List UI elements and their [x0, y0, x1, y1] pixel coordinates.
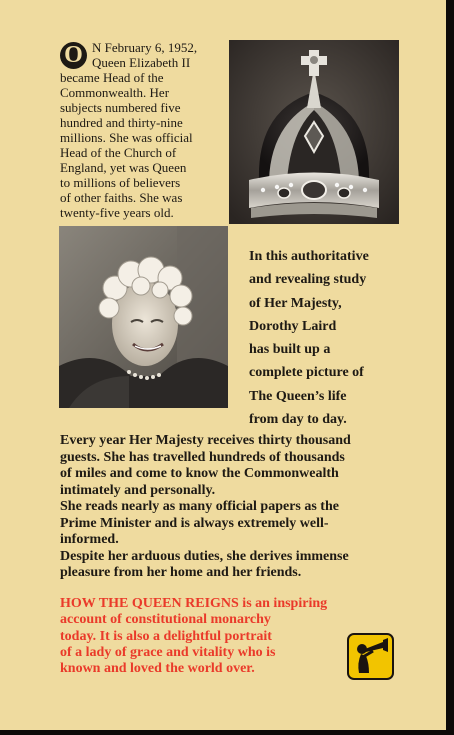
intro-line: of other faiths. She was: [60, 190, 183, 205]
crown-illustration: [229, 40, 399, 224]
study-description: [249, 245, 399, 431]
queen-portrait-photo: [59, 226, 228, 408]
facts-line: She reads nearly as many official papers as the: [60, 499, 339, 514]
facts-paragraph: [60, 433, 405, 582]
study-line: of Her Majesty,: [249, 295, 342, 311]
intro-paragraph: [60, 40, 222, 220]
study-line: complete picture of: [249, 365, 364, 381]
tagline-line: of a lady of grace and vitality who is: [60, 644, 276, 660]
study-line: has built up a: [249, 342, 331, 358]
facts-line: Every year Her Majesty receives thirty thousand: [60, 433, 351, 448]
facts-line: Despite her arduous duties, she derives immense: [60, 548, 349, 564]
intro-line: to millions of believers: [60, 175, 181, 190]
tagline-line: HOW THE QUEEN REIGNS is an inspiring: [60, 596, 328, 611]
study-line: and revealing study: [249, 272, 367, 288]
study-line: The Queen’s life: [249, 388, 347, 404]
intro-line: Head of the Church of: [60, 145, 177, 160]
trumpeter-logo-icon: [347, 633, 394, 680]
tagline-line: today. It is also a delightful portrait: [60, 628, 272, 644]
crown-photo: [229, 40, 399, 224]
tagline-paragraph: [60, 596, 360, 677]
queen-portrait-illustration: [59, 226, 228, 408]
intro-line: millions. She was official: [60, 130, 193, 145]
page-edge: [446, 0, 454, 735]
facts-line: intimately and personally.: [60, 482, 216, 498]
drop-cap: O: [60, 42, 87, 69]
facts-line: pleasure from her home and her friends.: [60, 565, 302, 580]
intro-line: England, yet was Queen: [60, 160, 187, 175]
intro-line: Queen Elizabeth II: [92, 55, 191, 70]
intro-line: twenty-five years old.: [60, 205, 174, 220]
intro-line: subjects numbered five: [60, 100, 181, 115]
study-line: In this authoritative: [249, 249, 369, 264]
intro-line: N February 6, 1952,: [92, 40, 198, 55]
facts-line: Prime Minister and is always extremely well-: [60, 515, 329, 531]
study-line: from day to day.: [249, 412, 347, 428]
facts-line: of miles and come to know the Commonwealth: [60, 466, 339, 481]
page-edge-bottom: [0, 730, 454, 735]
study-line: Dorothy Laird: [249, 318, 337, 334]
facts-line: guests. She has travelled hundreds of thousands: [60, 449, 345, 465]
tagline-line: account of constitutional monarchy: [60, 612, 271, 628]
intro-line: became Head of the: [60, 70, 164, 85]
tagline-line: known and loved the world over.: [60, 661, 255, 677]
intro-line: hundred and thirty-nine: [60, 115, 183, 130]
intro-line: Commonwealth. Her: [60, 85, 170, 100]
facts-line: informed.: [60, 532, 119, 547]
